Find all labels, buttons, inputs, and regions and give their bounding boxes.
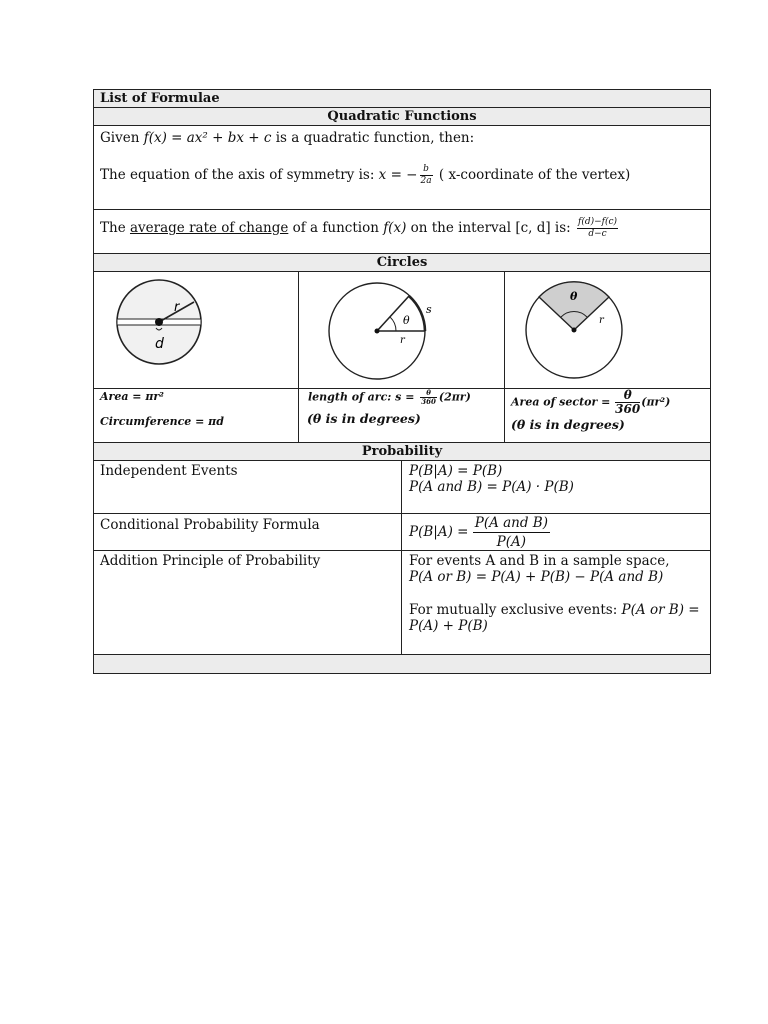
sheet-title: List of Formulae xyxy=(94,90,710,107)
arc-label: s xyxy=(426,303,432,316)
sector-area-formula: Area of sector = $\frac{\theta}{360}(\pi r^2)$ xyxy=(511,388,671,416)
arc-length-cell xyxy=(298,389,504,442)
average-rate-text: The average rate of change of a function f(x) on the interval [c, d] is: $\frac{f(d)-f(c)}{d-c}$ xyxy=(100,217,618,239)
circumference-formula: Circumference = πd xyxy=(100,415,224,428)
circle-figures-row xyxy=(94,271,710,388)
sector-area-cell xyxy=(504,389,710,442)
circle-figure-cell-1 xyxy=(94,272,298,388)
addition-principle-formulas: For events A and B in a sample space, P(A or B) = P(A) + P(B) − P(A and B) For mutually exclusive events: P(A or B) = P(A) + P(B) xyxy=(401,551,710,654)
circle-formulas-row xyxy=(94,388,710,442)
axis-fraction: $\frac{b}{2a}$ xyxy=(420,164,432,186)
area-circumference-cell xyxy=(94,389,298,442)
arc-degrees-note: (θ is in degrees) xyxy=(307,411,421,426)
sector-degrees-note: (θ is in degrees) xyxy=(511,417,625,432)
conditional-probability-row xyxy=(94,513,710,550)
radius-label: r xyxy=(174,300,180,315)
circle-arc-figure xyxy=(299,272,504,388)
addition-principle-row xyxy=(94,550,710,654)
independent-events-row xyxy=(94,460,710,513)
circle-figure-cell-2 xyxy=(298,272,504,388)
radius-label: r xyxy=(599,315,604,326)
axis-of-symmetry: The equation of the axis of symmetry is: x = − $\frac{b}{2a}$ ( x-coordinate of the vertex) xyxy=(100,164,631,186)
average-rate-term: average rate of change xyxy=(129,220,289,236)
theta-label: θ xyxy=(570,290,578,303)
arc-length-formula: length of arc: s = $\frac{\theta}{360}$ (2πr) xyxy=(308,388,471,406)
circle-diameter-figure xyxy=(94,272,298,388)
circles-heading: Circles xyxy=(94,253,710,271)
average-rate-fraction: $\frac{f(d)-f(c)}{d-c}$ xyxy=(578,217,618,239)
circle-sector-figure xyxy=(505,272,710,388)
conditional-probability-label: Conditional Probability Formula xyxy=(100,517,320,533)
area-formula: Area = πr² xyxy=(100,390,164,403)
independent-events-formulas: P(B|A) = P(B) P(A and B) = P(A) · P(B) xyxy=(401,461,710,513)
conditional-probability-formula: P(B|A) = $\frac{\text{P(A and B)}}{P(A)}$ xyxy=(401,514,710,550)
probability-heading: Probability xyxy=(94,442,710,460)
diameter-label: d xyxy=(155,336,164,352)
quadratic-formula: f(x) = ax² + bx + c xyxy=(143,130,272,146)
quadratic-given: Given f(x) = ax² + bx + c is a quadratic function, then: xyxy=(100,130,475,146)
formula-sheet xyxy=(93,89,711,674)
footer-band xyxy=(94,654,710,673)
quadratic-heading: Quadratic Functions xyxy=(94,107,710,125)
independent-events-label: Independent Events xyxy=(100,463,238,479)
addition-principle-label: Addition Principle of Probability xyxy=(100,553,321,569)
circle-figure-cell-3 xyxy=(504,272,710,388)
theta-label: θ xyxy=(403,314,410,327)
quadratic-section xyxy=(94,125,710,209)
average-rate-section xyxy=(94,209,710,253)
radius-label: r xyxy=(400,335,405,346)
